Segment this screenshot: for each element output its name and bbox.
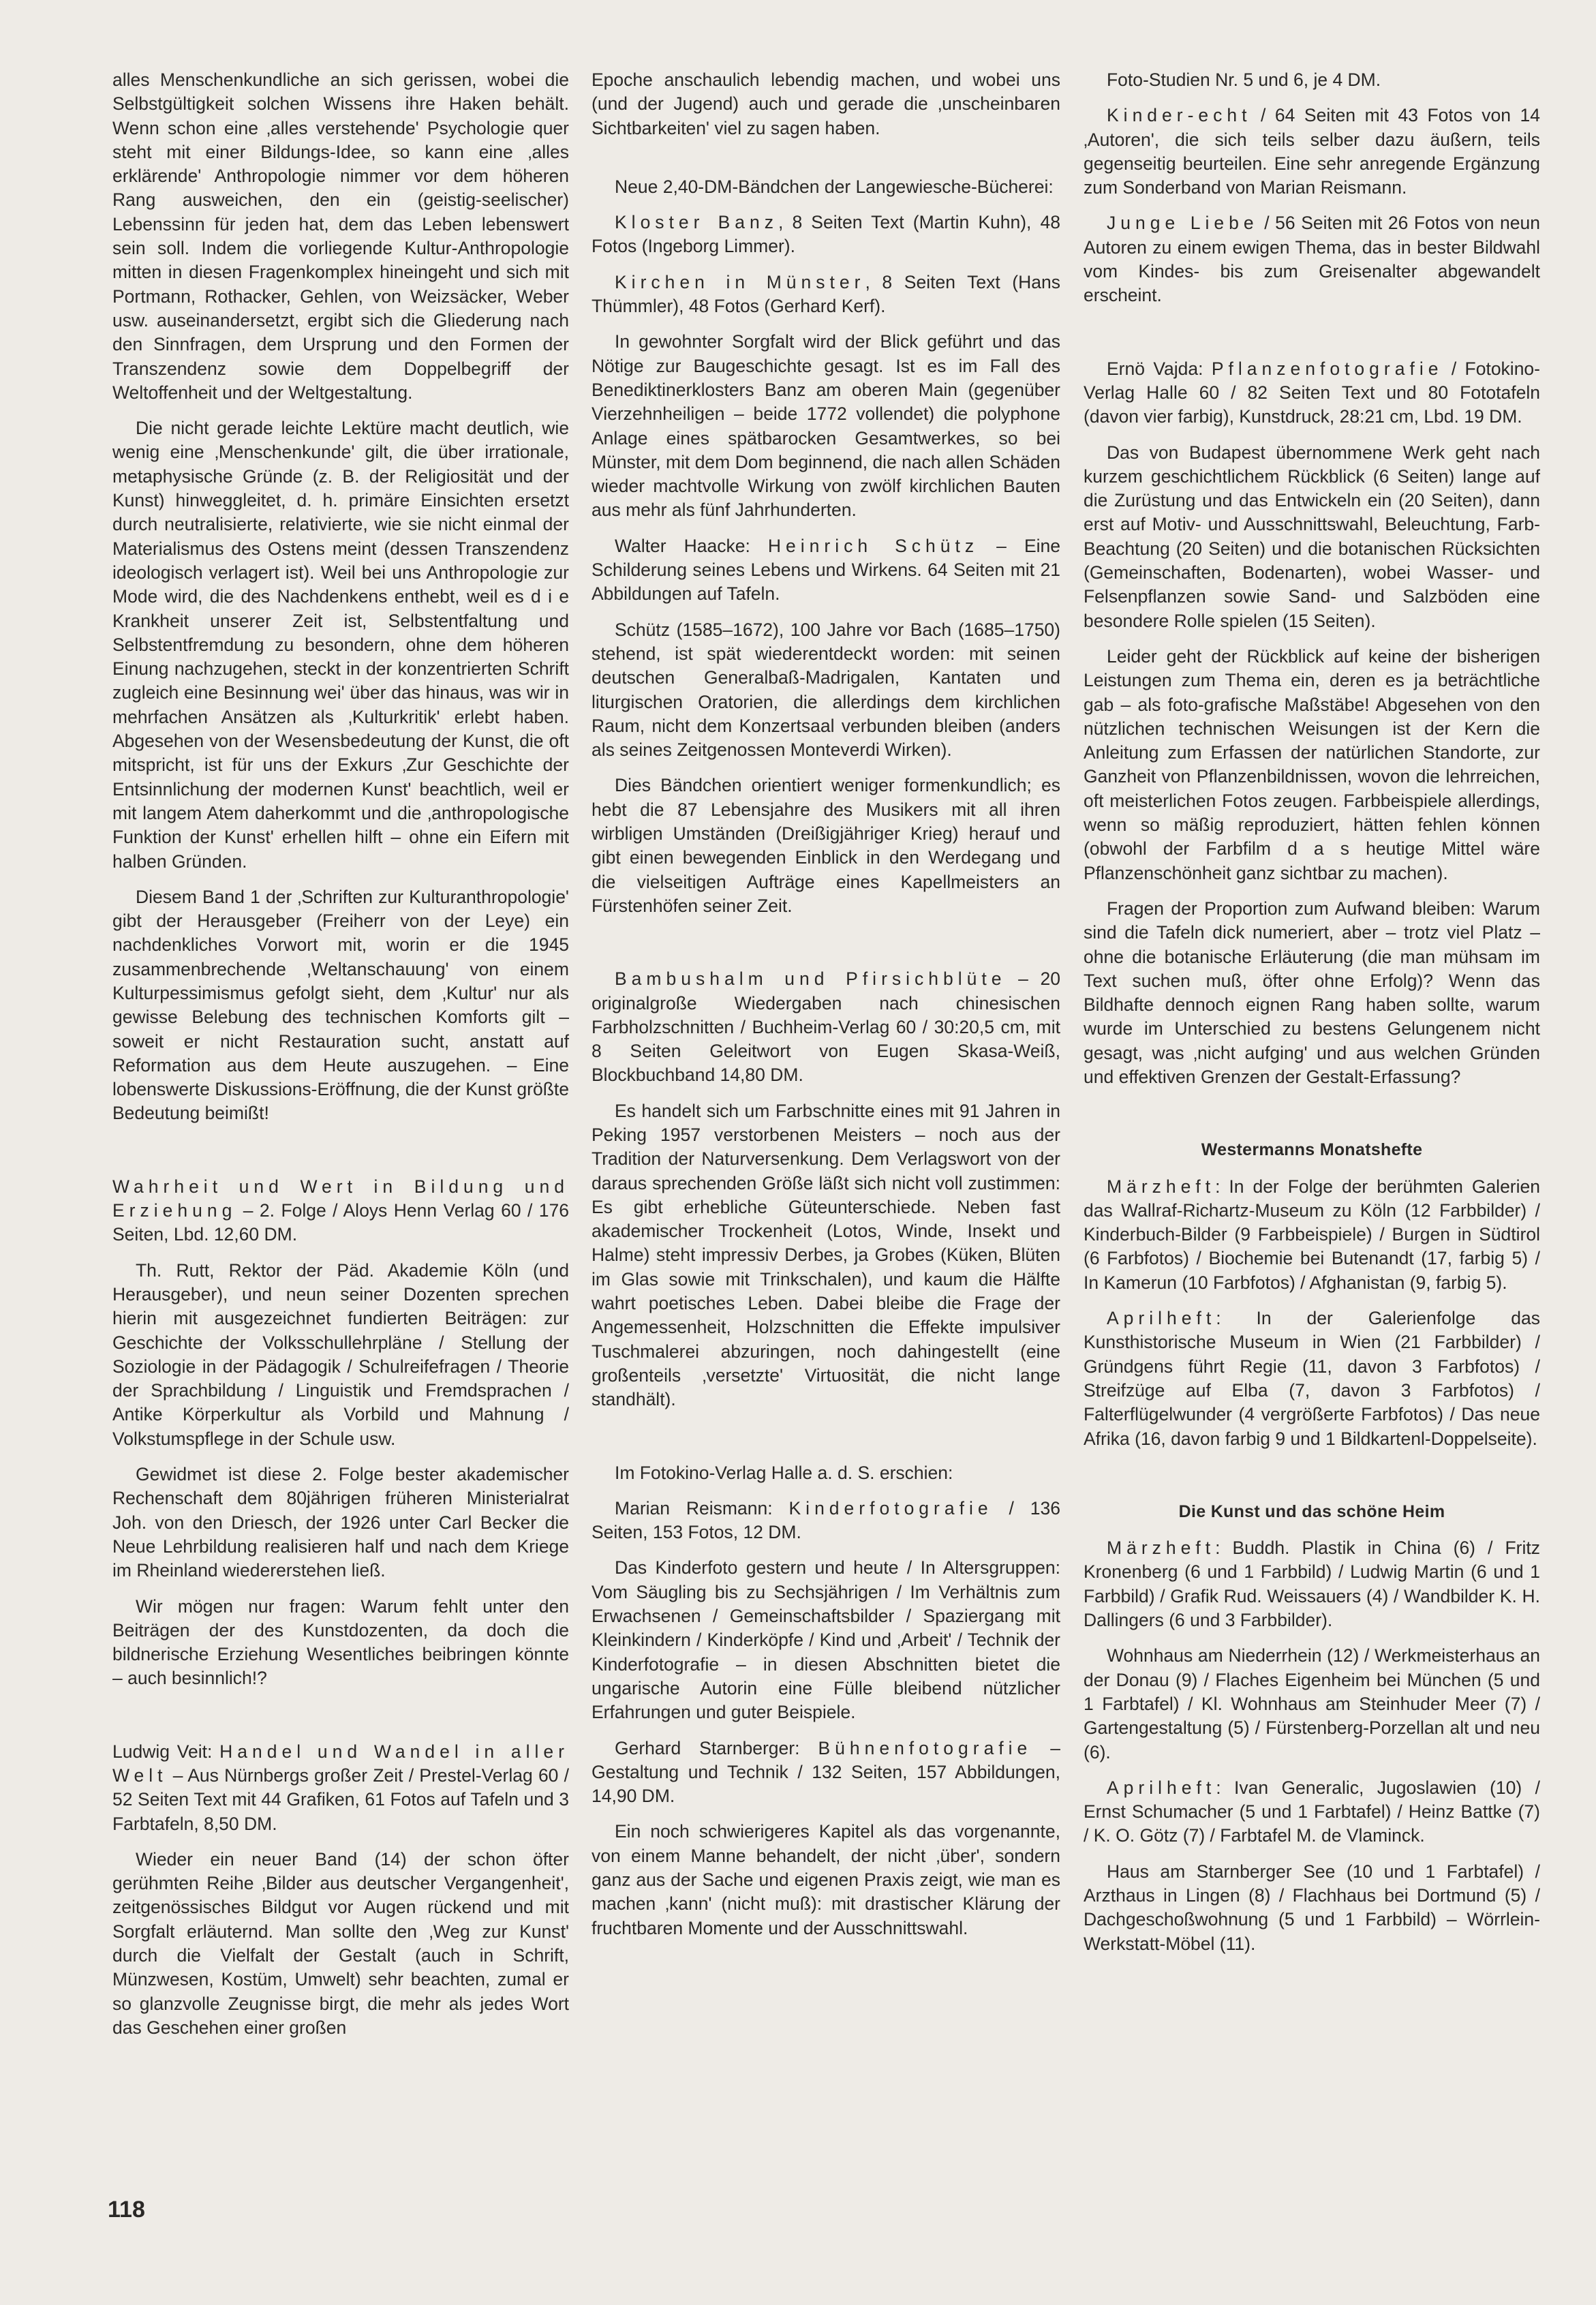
- issue-contents: : In der Galerienfolge das Kunsthistorische Museum in Wien (21 Farbbilder) / Gründgens führt Regie (11, davon 3 Farbfotos) / Streifzüge auf Elba (7, davon 3 Farbfotos) / Falterflügelwunder (4 vergrößerte Farbfotos) / Das neue Afrika (16, davon farbig 9 und 1 Bildkartenl-Doppelseite).: [1084, 1308, 1540, 1449]
- spacer: [592, 930, 1060, 967]
- section-heading: Westermanns Monatshefte: [1201, 1140, 1423, 1160]
- book-author: Walter Haacke:: [615, 535, 768, 556]
- book-title: Junge Liebe: [1107, 213, 1259, 234]
- book-review-entry: [592, 967, 1060, 1087]
- book-review-entry: [1084, 211, 1540, 307]
- book-details: – 2. Folge / Aloys Henn Verlag 60 / 176 Seiten, Lbd. 12,60 DM.: [112, 1200, 569, 1245]
- text-column-left: [112, 68, 569, 2051]
- section-heading: Die Kunst und das schöne Heim: [1178, 1501, 1445, 1521]
- book-details: / 56 Seiten mit 26 Fotos von neun Autoren zu einem ewigen Thema, das in bester Bildwahl vom Kindes- bis zum Greisenalter abgewandelt erscheint.: [1084, 213, 1540, 306]
- issue-entry: [1084, 1536, 1540, 1632]
- book-review-entry: [112, 1175, 569, 1247]
- book-details: – 20 originalgroße Wiedergaben nach chinesischen Farbholzschnitten / Buchheim-Verlag 60 / 30:20,5 cm, mit 8 Seiten Geleitwort von Eugen Skasa-Weiß, Blockbuchband 14,80 DM.: [592, 968, 1060, 1086]
- book-review-entry: [592, 1737, 1060, 1809]
- paragraph: Das Kinderfoto gestern und heute / In Altersgruppen: Vom Säugling bis zu Sechsjährigen / Im Verhältnis zum Erwachsenen / Gemeinschaftsbilder / Spaziergang mit Kleinkindern / Kinderköpfe / Kind und ‚Arbeit' / Technik der Kinderfotografie – in diesen Abschnitten bietet die ungarische Autorin eine Fülle bleibend nützlicher Erfahrungen und guter Beispiele.: [592, 1557, 1060, 1723]
- issue-entry: [1084, 1175, 1540, 1295]
- book-title: Heinrich Schütz: [767, 535, 979, 556]
- paragraph: Gewidmet ist diese 2. Folge bester akademischer Rechenschaft dem 80jährigen früheren Ministerialrat Joh. von den Driesch, der 1926 unter Carl Becker die Neue Lehrbildung realisieren half und nach dem Kriege im Rheinland wiedererstehen ließ.: [112, 1464, 569, 1581]
- page-number: 118: [108, 2197, 145, 2223]
- book-details: / Fotokino-Verlag Halle 60 / 82 Seiten Text und 80 Fototafeln (davon vier farbig), Kunstdruck, 28:21 cm, Lbd. 19 DM.: [1084, 358, 1540, 427]
- spacer: [112, 1138, 569, 1175]
- book-review-entry: [1084, 104, 1540, 200]
- paragraph: Wieder ein neuer Band (14) der schon öfter gerühmten Reihe ‚Bilder aus deutscher Vergangenheit', zeitgenössisches Bildgut vor Augen rückend und mit Sorgfalt erläuternd. Man sollte den ‚Weg zur Kunst' durch die Vielfalt der Gestalt (auch in Schrift, Münzwesen, Kostüm, Umwelt) sehr beachten, zumal er so glanzvolle Zeugnisse birgt, die mehr als jedes Wort das Geschehen einer großen: [112, 1848, 569, 2038]
- book-review-entry: [592, 211, 1060, 259]
- book-review-entry: [112, 1740, 569, 1836]
- paragraph: Leider geht der Rückblick auf keine der bisherigen Leistungen zum Thema ein, deren es ja beträchtliche gab – als foto-grafische Maßstäbe! Abgesehen von den nützlichen technischen Weisungen ist der Kern die Anleitung zum Erfassen der natürlichen Standorte, zur Ganzheit von Pflanzenbildnissen, wovon die lehrreichen, oft meisterlichen Fotos zeugen. Farbbeispiele allerdings, wenn so mäßig reproduziert, hätten fehlen können (obwohl der Farbfilm d a s heutige Mittel wäre Pflanzenschönheit ganz sichtbar zu machen).: [1084, 645, 1540, 883]
- paragraph: Wohnhaus am Niederrhein (12) / Werkmeisterhaus an der Donau (9) / Flaches Eigenheim bei München (5 und 1 Farbtafel) / Kl. Wohnhaus am Steinhuder Meer (7) / Gartengestaltung (5) / Fürstenberg-Porzellan alt und neu (6).: [1084, 1645, 1540, 1762]
- spacer: [592, 152, 1060, 175]
- spacer: [1084, 1101, 1540, 1138]
- paragraph: Th. Rutt, Rektor der Päd. Akademie Köln (und Herausgeber), und neun seiner Dozenten sprechen hierin mit ausgezeichnet fundierten Beiträgen: zur Geschichte der Volksschullehrpläne / Stellung der Soziologie in der Pädagogik / Schulreifefragen / Theorie der Sprachbildung / Linguistik und Fremdsprachen / Antike Körperkultur als Vorbild und Mahnung / Volkstumspflege in der Schule usw.: [112, 1260, 569, 1449]
- paragraph: alles Menschenkundliche an sich gerissen, wobei die Selbstgültigkeit solchen Wissens ihre Haken behält. Wenn schon eine ‚alles verstehende' Psychologie quer steht mit einer Bildungs-Idee, so kann eine ‚alles erklärende' Anthropologie nimmer vor dem höheren Rang ausweichen, den ein (geistig-seelischer) Lebenssinn für jeden hat, dem das Leben lebenswert sein soll. Indem die vorliegende Kultur-Anthropologie mitten in diesen Fragenkomplex hineingeht und sich mit Portmann, Rothacker, Gehlen, von Weizsäcker, Weber usw. auseinandersetzt, ergibt sich die Gliederung nach den Sinnfragen, dem Ursprung und den Formen der Transzendenz sowie dem Doppelbegriff der Weltoffenheit und der Weltgestaltung.: [112, 70, 569, 403]
- spacer: [112, 1703, 569, 1740]
- book-author: Ludwig Veit:: [112, 1741, 220, 1762]
- issue-entry: [1084, 1776, 1540, 1848]
- paragraph: Foto-Studien Nr. 5 und 6, je 4 DM.: [1107, 70, 1381, 90]
- paragraph: Das von Budapest übernommene Werk geht nach kurzem geschichtlichem Rückblick (6 Seiten) lange auf die Zurüstung und das Entwickeln ein (20 Seiten), dann erst auf Motiv- und Ausschnittswahl, Beleuchtung, Farb-Beachtung (20 Seiten) und die botanischen Rücksichten (Gemeinschaften, Bodenarten), wobei Wasser- und Felsenpflanzen sowie Sand- und Salzböden eine besondere Rolle spielen (15 Seiten).: [1084, 442, 1540, 631]
- book-review-entry: [592, 271, 1060, 319]
- book-title: Bambushalm und Pfirsichblüte: [615, 968, 1007, 990]
- issue-entry: [1084, 1307, 1540, 1451]
- book-author: Gerhard Starnberger:: [615, 1737, 818, 1758]
- paragraph: Ein noch schwierigeres Kapitel als das vorgenannte, von einem Manne behandelt, der nicht ‚über', sondern ganz aus der Sache und eigenen Praxis zeigt, wie man es machen ‚kann' (nicht muß): mit drastischer Klärung der fruchtbaren Momente und der Ausschnittswahl.: [592, 1821, 1060, 1938]
- spacer: [1084, 1463, 1540, 1500]
- paragraph: Es handelt sich um Farbschnitte eines mit 91 Jahren in Peking 1957 verstorbenen Meisters – noch aus der Tradition der Naturversenkung. Dem Verlagswort von der daraus sprechenden Größe läßt sich nicht voll zustimmen: Es gibt erhebliche Güteunterschiede. Neben fast akademischer Trockenheit (Lotos, Winde, Insekt und Halme) steht impressiv Derbes, ja Grobes (Küken, Blüten im Glas sowie mit Trinkschalen), und kaum die Hälfte wahrt poetisches Leben. Dabei bleibe die Frage der Angemessenheit, Holzschnitten die Effekte impulsiver Tuschmalerei abzuringen, noch dahingestellt (eine großenteils ‚versetzte' Virtuosität, die nicht lange standhält).: [592, 1100, 1060, 1410]
- book-details: – Aus Nürnbergs großer Zeit / Prestel-Verlag 60 / 52 Seiten Text mit 44 Grafiken, 61 Fotos auf Tafeln und 3 Farbtafeln, 8,50 DM.: [112, 1765, 569, 1834]
- paragraph: Dies Bändchen orientiert weniger formenkundlich; es hebt die 87 Lebensjahre des Musikers mit all ihren wirbligen Umständen (Dreißigjähriger Krieg) herauf und gibt einen bewegenden Einblick in den Werdegang und die vielseitigen Aufträge eines Kapellmeisters an Fürstenhöfen seiner Zeit.: [592, 775, 1060, 916]
- book-title: Wahrheit und Wert in Bildung und Erziehung: [112, 1176, 569, 1221]
- spacer: [1084, 320, 1540, 357]
- paragraph: Schütz (1585–1672), 100 Jahre vor Bach (1685–1750) stehend, ist spät wiederentdeckt worden: mit seinen deutschen Generalbaß-Madrigalen, Kantaten und liturgischen Oratorien, die allerdings dem kirchlichen Raum, nicht dem Konzertsaal verbunden bleiben (anders als seines Zeitgenossen Monteverdi Wirken).: [592, 619, 1060, 761]
- book-author: Ernö Vajda:: [1107, 358, 1212, 379]
- issue-contents: : Buddh. Plastik in China (6) / Fritz Kronenberg (6 und 1 Farbbild) / Ludwig Martin (6 und 1 Farbbild) / Grafik Rud. Weissauers (4) / Wandbilder K. H. Dallingers (6 und 3 Farbbilder).: [1084, 1538, 1540, 1631]
- paragraph: Haus am Starnberger See (10 und 1 Farbtafel) / Arzthaus in Lingen (8) / Flachhaus bei Dortmund (5) / Dachgeschoßwohnung (5 und 1 Farbbild) – Wörrlein-Werkstatt-Möbel (11).: [1084, 1861, 1540, 1954]
- issue-label: Märzheft: [1107, 1538, 1216, 1559]
- book-title: Kirchen in Münster: [615, 271, 865, 292]
- book-review-entry: [592, 1497, 1060, 1545]
- issue-label: Märzheft: [1107, 1176, 1216, 1197]
- book-review-entry: [592, 534, 1060, 607]
- book-details: / 64 Seiten mit 43 Fotos von 14 ‚Autoren', die sich teils selber dazu äußern, teils gegenseitig beurteilen. Eine sehr anregende Ergänzung zum Sonderband von Marian Reismann.: [1084, 105, 1540, 198]
- book-title: Bühnenfotografie: [818, 1737, 1032, 1758]
- book-details: / 136 Seiten, 153 Fotos, 12 DM.: [592, 1497, 1060, 1543]
- paragraph: Neue 2,40-DM-Bändchen der Langewiesche-Bücherei:: [615, 176, 1054, 197]
- paragraph: Diesem Band 1 der ‚Schriften zur Kulturanthropologie' gibt der Herausgeber (Freiherr von der Leye) ein nachdenkliches Vorwort mit, worin er die 1945 zusammenbrechende ‚Weltanschauung' von einem Kulturpessimismus gefolgt sieht, dem ‚Kultur' nur als gewisse Belebung des technischen Komforts gilt – soweit er nicht Restauration sucht, anstatt auf Reformation aus dem Heute auszugehen. – Eine lobenswerte Diskussions-Eröffnung, die der Kunst größte Bedeutung beimißt!: [112, 886, 569, 1124]
- text-column-middle: [592, 68, 1060, 1952]
- book-details: – Eine Schilderung seines Lebens und Wirkens. 64 Seiten mit 21 Abbildungen auf Tafeln.: [592, 535, 1060, 605]
- issue-contents: : In der Folge der berühmten Galerien das Wallraf-Richartz-Museum zu Köln (12 Farbbilder) / Kinderbuch-Bilder (9 Farbbeispiele) / Burgen in Südtirol (6 Farbfotos) / Biochemie bei Butenandt (17, farbig 5) / In Kamerun (10 Farbfotos) / Afghanistan (9, farbig 5).: [1084, 1176, 1540, 1293]
- paragraph: Epoche anschaulich lebendig machen, und wobei uns (und der Jugend) auch und gerade die ‚unscheinbaren Sichtbarkeiten' viel zu sagen haben.: [592, 70, 1060, 138]
- book-title: Kloster Banz: [615, 212, 778, 233]
- paragraph: Wir mögen nur fragen: Warum fehlt unter den Beiträgen der des Kunstdozenten, da doch die bildnerische Erziehung Wesentliches beibringen könnte – auch besinnlich!?: [112, 1596, 569, 1689]
- paragraph: In gewohnter Sorgfalt wird der Blick geführt und das Nötige zur Baugeschichte gesagt. Ist es im Fall des Benediktinerklosters Banz am oberen Main (gegenüber Vierzehnheiligen – beide 1772 vollendet) die polyphone Anlage eines spätbarocken Gesamtwerkes, so bei Münster, mit dem Dom beginnend, die nach allen Schäden wieder machtvolle Wirkung von zwölf kirchlichen Bauten aus mehr als fünf Jahrhunderten.: [592, 331, 1060, 521]
- book-details: , 8 Seiten Text (Hans Thümmler), 48 Fotos (Gerhard Kerf).: [592, 271, 1060, 317]
- book-author: Marian Reismann:: [615, 1497, 789, 1518]
- paragraph: Im Fotokino-Verlag Halle a. d. S. erschien:: [615, 1462, 953, 1483]
- book-title: Kinder-echt: [1107, 105, 1252, 126]
- text-column-right: [1084, 68, 1540, 1968]
- book-details: , 8 Seiten Text (Martin Kuhn), 48 Fotos (Ingeborg Limmer).: [592, 212, 1060, 257]
- book-review-entry: [1084, 357, 1540, 429]
- issue-label: Aprilheft: [1107, 1308, 1216, 1329]
- book-title: Pflanzenfotografie: [1211, 358, 1443, 379]
- book-title: Handel und Wandel in aller Welt: [112, 1741, 569, 1786]
- book-title: Kinderfotografie: [788, 1497, 993, 1518]
- paragraph: Fragen der Proportion zum Aufwand bleiben: Warum sind die Tafeln dick numeriert, aber – trotz viel Platz – ohne die botanische Erläuterung (die man mühsam im Text suchen muß, öfter ohne Erfolg)? Wenn das Bildhafte dennoch eignen Rang haben sollte, warum wurde im Unterschied zu bestens Gelungenem nicht gesagt, was ‚nicht aufging' und aus welchen Gründen und effektiven Grenzen der Gestalt-Erfassung?: [1084, 898, 1540, 1087]
- spacer: [592, 1424, 1060, 1461]
- paragraph: Die nicht gerade leichte Lektüre macht deutlich, wie wenig eine ‚Menschenkunde' gilt, die über irrationale, metaphysische Gründe (z. B. der Religiosität und der Kunst) hinweggleitet, d. h. primäre Einsichten ersetzt durch neutralisierte, relativierte, wie sie nicht einmal der Materialismus des Ostens meint (dessen Transzendenz ideologisch verlagert ist). Weil bei uns Anthropologie zur Mode wird, die des Nachdenkens enthebt, weil es d i e Krankheit unserer Zeit ist, Selbstentfaltung und Selbstentfremdung zu besondern, ohne dem höheren Einung nachzugehen, steckt in der konzentrierten Schrift zugleich eine Besinnung wei' über das hinaus, was wir in mehrfachen Ansätzen als ‚Kulturkritik' erlebt haben. Abgesehen von der Wesensbedeutung der Kunst, die oft mitspricht, ist für uns der Exkurs ‚Zur Geschichte der Entsinnlichung der modernen Kunst' beachtlich, weil er mit langem Atem daherkommt und die ‚anthropologische Funktion der Kunst' erhellen hilft – ohne ein Eifern mit halben Gründen.: [112, 418, 569, 872]
- book-details: – Gestaltung und Technik / 132 Seiten, 157 Abbildungen, 14,90 DM.: [592, 1737, 1060, 1807]
- issue-contents: : Ivan Generalic, Jugoslawien (10) / Ernst Schumacher (5 und 1 Farbtafel) / Heinz Battke (7) / K. O. Götz (7) / Farbtafel M. de Vlaminck.: [1084, 1777, 1540, 1846]
- issue-label: Aprilheft: [1107, 1777, 1216, 1798]
